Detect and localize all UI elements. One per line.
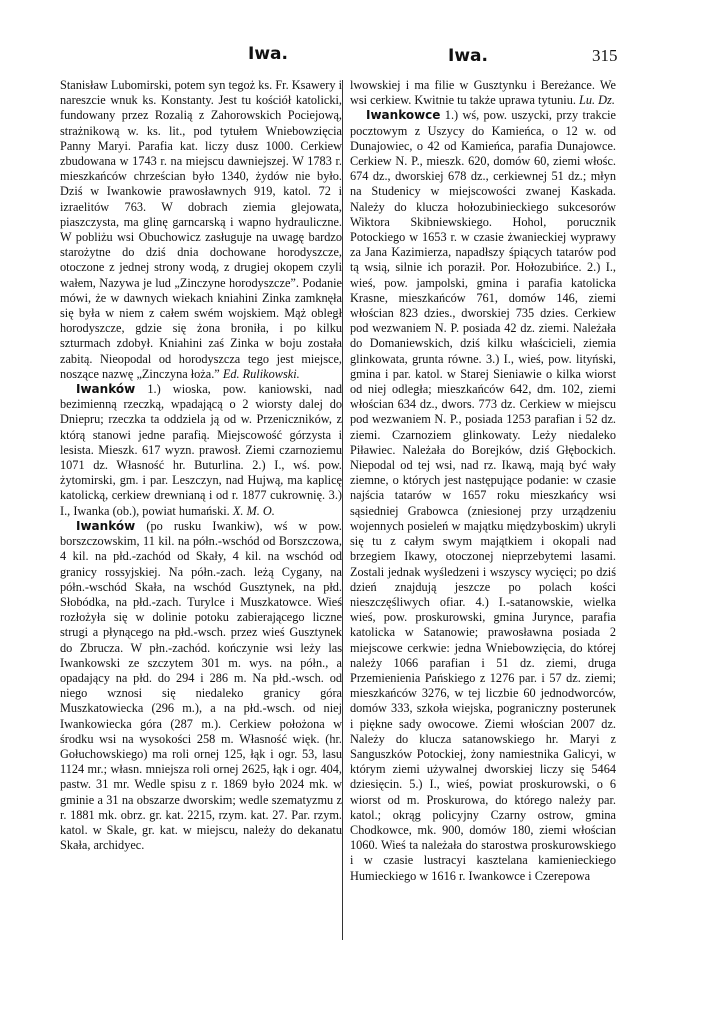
entry-continuation bbox=[60, 78, 342, 382]
author-signature: X. M. O. bbox=[232, 503, 275, 518]
running-head-left: Iwa. bbox=[248, 44, 288, 64]
entry-headword: Iwanków bbox=[76, 382, 136, 397]
entry-text: 1.) wś, pow. uszycki, przy trakcie pocztowym z Uszycy do Kamieńca, o 12 w. od Dunajowiec, o 42 od Kamieńca, parafia Dunajowce. Cerkiew N. P., mieszk. 620, domów 60, ziemi włośc. 674 dz., dworskiej 678 dz., cerkiewnej 51 dz.; młyn na Studenicy w miejscowości zwanej Kaskada. Należy do klucza hołozubinieckiego sukcesorów Wiktora Skibniewskiego. Hohol, porucznik Potockiego w 1653 r. w czasie żwanieckiej wyprawy za Jana Kazimierza, napadłszy śpiących tatarów pod tą wsią, silnie ich poraził. Por. Hołozubińce. 2.) I., wieś, pow. jampolski, gmina i parafia katolicka Krasne, mieszkańców 761, domów 146, ziemi włościan 823 dzies., dworskiej 735 dzies. Cerkiew pod wezwaniem N. P. posiada 42 dz. ziemi. Należała do Domaniewskich, dziś kilku właścicieli, ziemia glinkowata, grunta równe. 3.) I., wieś, pow. lityński, gmina i par. katol. w Starej Sieniawie o kilka wiorst od niej odległa; mieszkańców 642, dm. 102, ziemi włościan 634 dz., dwors. 773 dz. Cerkiew w miejscu pod wezwaniem N. P., posiada 1253 parafian i 52 dz. ziemi. Czarnoziem glinkowaty. Leży niedaleko Piławiec. Należała do Borejków, dziś Głębockich. Niepodal od tej wsi, nad rz. Ikawą, mają być wały ziemne, o których jest następujące podanie: w czasie najścia tatarów w 1657 roku mieszkańcy wsi sąsiedniej Grabowca (zniesionej przy urządzeniu wojennych posieleń w majątku międzyboskim) ukryli się tu z całym swym majątkiem i okopali nad brzegiem Ikawy, otoczonej nieprzebytemi lasami. Zostali jednak wyśledzeni i wszyscy wycięci; po dziś dzień znajdują jeszcze po polach kości nieszczęśliwych ofiar. 4.) I.-satanowskie, wielka wieś, pow. proskurowski, gmina Jurynce, parafia katolicka w Satanowie; prawosławna posiada 2 miejscowe cerkwie: jedna Wniebowzięcia, do której należy 1066 parafian i 51 dz. ziemi, druga Przemienienia Pańskiego z 1276 par. i 57 dz. ziemi; mieszkańców 3276, w tej liczbie 60 jednodworców, domów 333, szkoła wiejska, pograniczny posterunek i piękne sady owocowe. Ziemi włościan 2007 dz. Należy do klucza satanowskiego hr. Maryi z Sanguszków Potockiej, żony namiestnika Galicyi, w którym ziemi używalnej dworskiej liczy się 5464 dziesięcin. 5.) I., wieś, powiat proskurowski, o 6 wiorst od m. Proskurowa, do którego należy par. katol.; okrąg policyjny Czarny ostrow, gmina Chodkowce, mk. 900, domów 180, ziemi włościan 1060. Wieś ta należała do starostwa proskurowskiego i w czasie lustracyi kasztelana kamienieckiego Humieckiego w 1616 r. Iwankowce i Czerepowa bbox=[350, 108, 616, 883]
entry-iwankowce bbox=[350, 108, 616, 883]
left-column bbox=[60, 78, 342, 853]
entry-headword: Iwankowce bbox=[366, 108, 441, 123]
entry-text: 1.) wioska, pow. kaniowski, nad bezimienną rzeczką, wpadającą o 2 wiorsty dalej do Dniepru; rzeczka ta oddziela ją od w. Przeniczników, z którą stanowi jedne parafią. Miejscowość górzysta i lesista. Mieszk. 617 wyzn. prawosł. Ziemi czarnoziemu 1071 dz. Własność hr. Buturlina. 2.) I., wś. pow. żytomirski, gm. i par. Leszczyn, nad Hujwą, ma kaplicę katolicką, cerkiew drewnianą i od r. 1877 cukrownię. 3.) I., Iwanka (ob.), powiat humański. bbox=[60, 382, 343, 518]
entry-iwankow-2 bbox=[60, 519, 342, 853]
entry-iwankow-1 bbox=[60, 382, 342, 519]
column-divider bbox=[342, 80, 343, 940]
right-column bbox=[350, 78, 616, 884]
entry-text: Stanisław Lubomirski, potem syn tegoż ks. Fr. Ksawery i nareszcie wnuk ks. Konstanty. Jest tu kościół katolicki, fundowany przez Rozalią z Zahorowskich Pociejową, strażnikową w. ks. lit., pod tytułem Wniebowzięcia Panny Maryi. Parafia kat. liczy dusz 1000. Cerkiew zbudowana w 1743 r. na miejscu dawniejszej. W 1783 r. mieszkańców chrześcian było 1340, żydów nie było. Dziś w Iwankowie prawosławnych 919, katol. 72 i izraelitów 763. W dobrach ziemia glejowata, piaszczysta, ma glinę garncarską i wapno hydrauliczne. W pobliżu wsi Obuchowicz zasługuje na uwagę bardzo starożytne do dziś dnia dochowane horodyszcze, otoczone z jednej strony wodą, z drugiej okopem czyli wałem, Nazywa je lud „Zinczyne horodyszcze”. Podanie mówi, że w dawnych wiekach kniahini Zinka zamknęła się była w niem z całem swém wojskiem. Mąż obległ horodyszcze, gdzie się żona broniła, i po kilku szturmach zdobył. Kniahini zaś Zinka w boju została zabitą. Nieopodal od horodyszcza tego jest miejsce, noszące nazwę „Zinczyna łoża.” bbox=[60, 78, 342, 381]
entry-continuation bbox=[350, 78, 616, 108]
page-number: 315 bbox=[592, 46, 618, 65]
entry-text: lwowskiej i ma filie w Gusztynku i Bereżance. We wsi cerkiew. Kwitnie tu także uprawa tytuniu. bbox=[350, 78, 616, 108]
entry-headword: Iwanków bbox=[76, 518, 136, 533]
author-signature: Lu. Dz. bbox=[579, 93, 615, 108]
page-header bbox=[0, 44, 720, 70]
running-head-right: Iwa. bbox=[448, 46, 488, 66]
entry-text: (po rusku Iwankiw), wś w pow. borszczowskim, 11 kil. na półn.-wschód od Borszczowa, 4 kil. na płd.-zachód od Skały, 4 kil. na wschód od granicy rossyjskiej. Na półn.-zach. leżą Cygany, na półn.-wschód Skała, na wschód Gusztynek, na płd. Słobódka, na płd.-zach. Turylce i Muszkatowce. Wieś rozłożyła się w dolinie potoku zabierającego liczne strugi a płynącego na płd.-wsch. przez wieś Gusztynek do Zbrucza. W płn.-zachód. kończynie wsi leży las Iwankowski ze szczytem 301 m. wys. na półn., a opadający na płd. do 294 i 286 m. Na płd.-wsch. od niego wznosi się niedaleko granicy góra Muszkatowiecka (296 m.), a na płd.-wsch. od niej Iwankowiecka góra (287 m.). Cerkiew położona w środku wsi na wysokości 258 m. Własność więk. (hr. Gołuchowskiego) ma roli ornej 125, łąk i ogr. 53, lasu 1124 mr.; własn. mniejsza roli ornej 2625, łąk i ogr. 404, pastw. 31 mr. Wedle spisu z r. 1869 było 2024 mk. w gminie a 31 na obszarze dworskim; wedle szematyzmu z r. 1881 mk. obrz. gr. kat. 2215, rzym. kat. 27. Par. rzym. katol. w Skale, gr. kat. w miejscu, należy do dekanatu Skała, archidyec. bbox=[60, 518, 342, 853]
author-signature: Ed. Rulikowski. bbox=[222, 366, 300, 381]
